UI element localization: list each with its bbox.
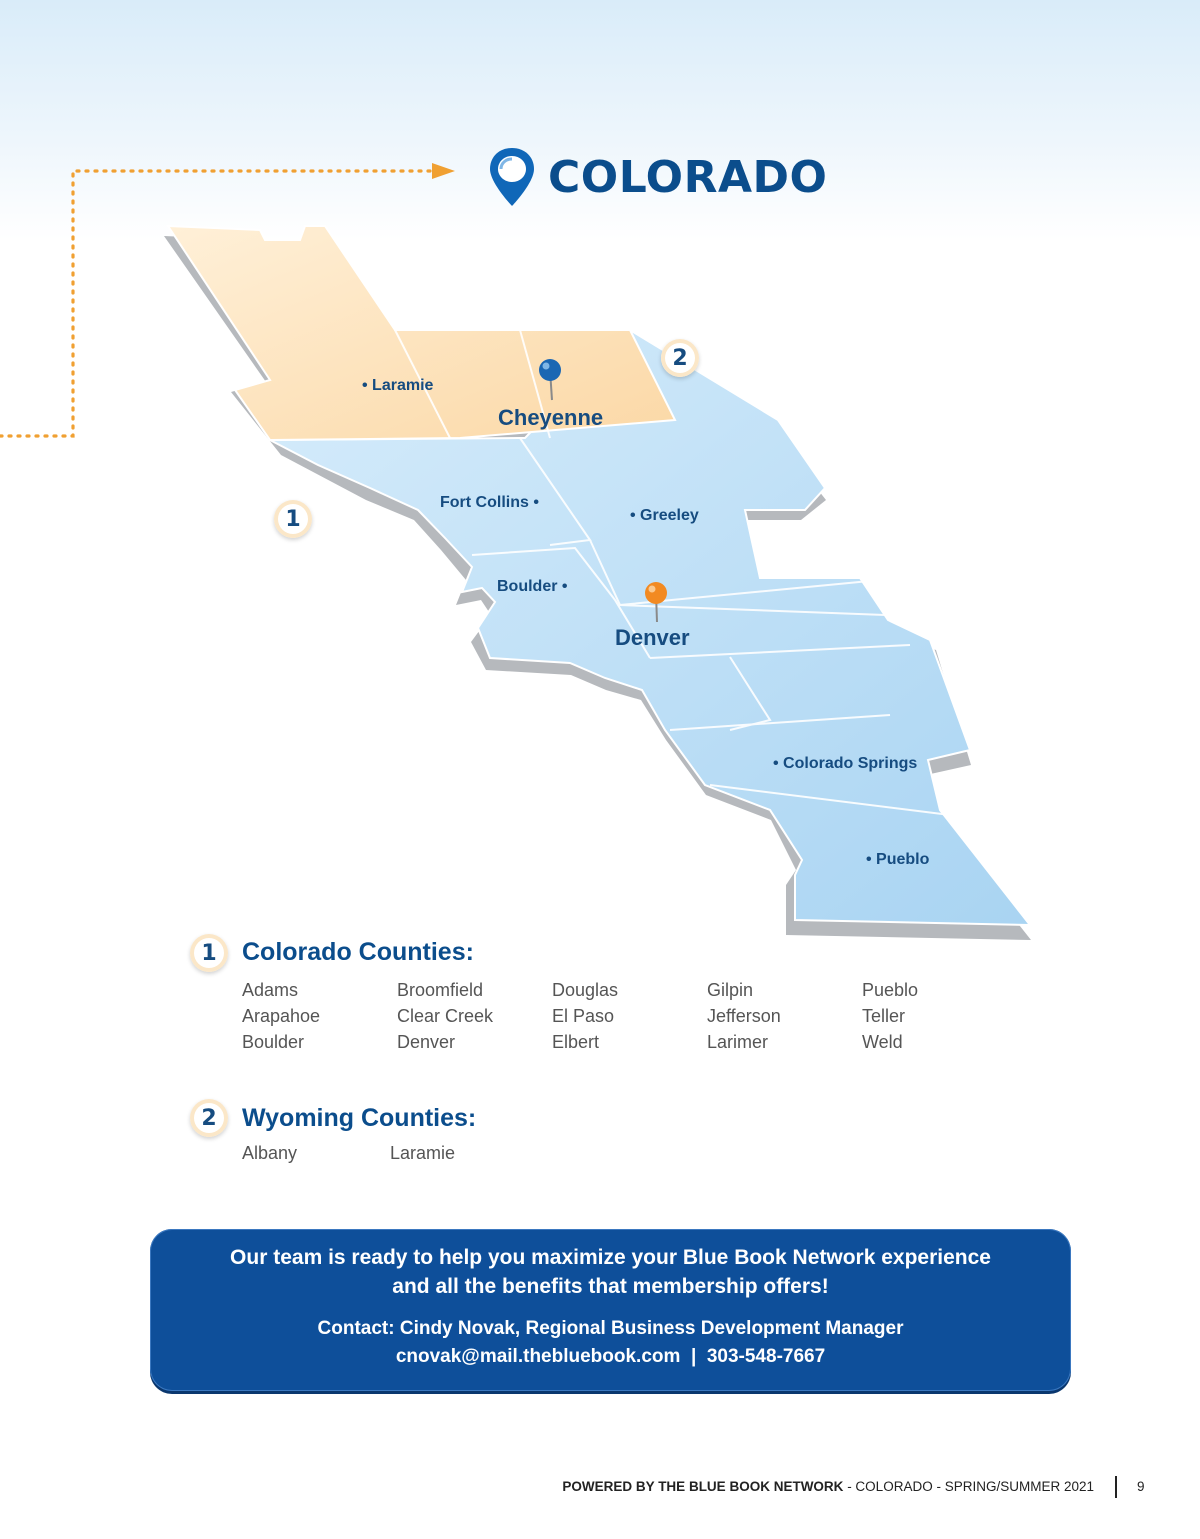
county-item: Pueblo	[862, 980, 919, 1000]
callout-line-2: and all the benefits that membership offers!	[392, 1275, 829, 1298]
wyoming-counties-heading: Wyoming Counties:	[242, 1104, 477, 1132]
page-number: 9	[1137, 1479, 1145, 1494]
county-item: Denver	[397, 1032, 456, 1052]
city-label-laramie: • Laramie	[362, 377, 434, 394]
county-item: Weld	[862, 1032, 903, 1052]
county-item: Broomfield	[397, 980, 484, 1000]
colorado-counties-heading: Colorado Counties:	[242, 938, 474, 966]
city-label-pueblo: • Pueblo	[866, 851, 930, 868]
page-header	[488, 145, 827, 209]
footer-brand: POWERED BY THE BLUE BOOK NETWORK	[562, 1479, 844, 1494]
county-item: Adams	[242, 980, 299, 1000]
county-item: Laramie	[390, 1143, 456, 1163]
region-map	[150, 220, 1050, 960]
county-item: Jefferson	[707, 1006, 781, 1026]
county-item: Arapahoe	[242, 1006, 321, 1026]
county-item: Douglas	[552, 980, 619, 1000]
city-label-cheyenne: Cheyenne	[498, 405, 604, 430]
county-item: Elbert	[552, 1032, 600, 1052]
map-region-badge-1: 1	[274, 500, 312, 538]
county-item: El Paso	[552, 1006, 615, 1026]
location-pin-icon	[488, 146, 536, 208]
city-label-denver: Denver	[615, 625, 690, 650]
callout-line-1: Our team is ready to help you maximize your Blue Book Network experience	[230, 1246, 991, 1269]
colorado-section-badge: 1	[190, 934, 228, 972]
map-region-badge-2: 2	[661, 339, 699, 377]
page-title: COLORADO	[548, 151, 828, 203]
county-item: Teller	[862, 1006, 906, 1026]
city-label-colorado-springs: • Colorado Springs	[773, 755, 918, 772]
city-label-greeley: • Greeley	[630, 507, 699, 524]
county-item: Boulder	[242, 1032, 305, 1052]
county-item: Clear Creek	[397, 1006, 494, 1026]
contact-callout-box	[150, 1229, 1071, 1391]
city-label-fort-collins: Fort Collins •	[440, 494, 539, 511]
footer-edition: - COLORADO - SPRING/SUMMER 2021	[843, 1479, 1094, 1494]
county-item: Gilpin	[707, 980, 754, 1000]
page-footer	[562, 1479, 1094, 1494]
footer-divider	[1115, 1476, 1117, 1498]
wyoming-section-badge: 2	[190, 1099, 228, 1137]
county-item: Larimer	[707, 1032, 769, 1052]
county-item: Albany	[242, 1143, 298, 1163]
contact-name-line: Contact: Cindy Novak, Regional Business Development Manager	[317, 1318, 904, 1339]
city-label-boulder: Boulder •	[497, 578, 568, 595]
contact-email-phone[interactable]: cnovak@mail.thebluebook.com | 303-548-7667	[395, 1346, 826, 1367]
